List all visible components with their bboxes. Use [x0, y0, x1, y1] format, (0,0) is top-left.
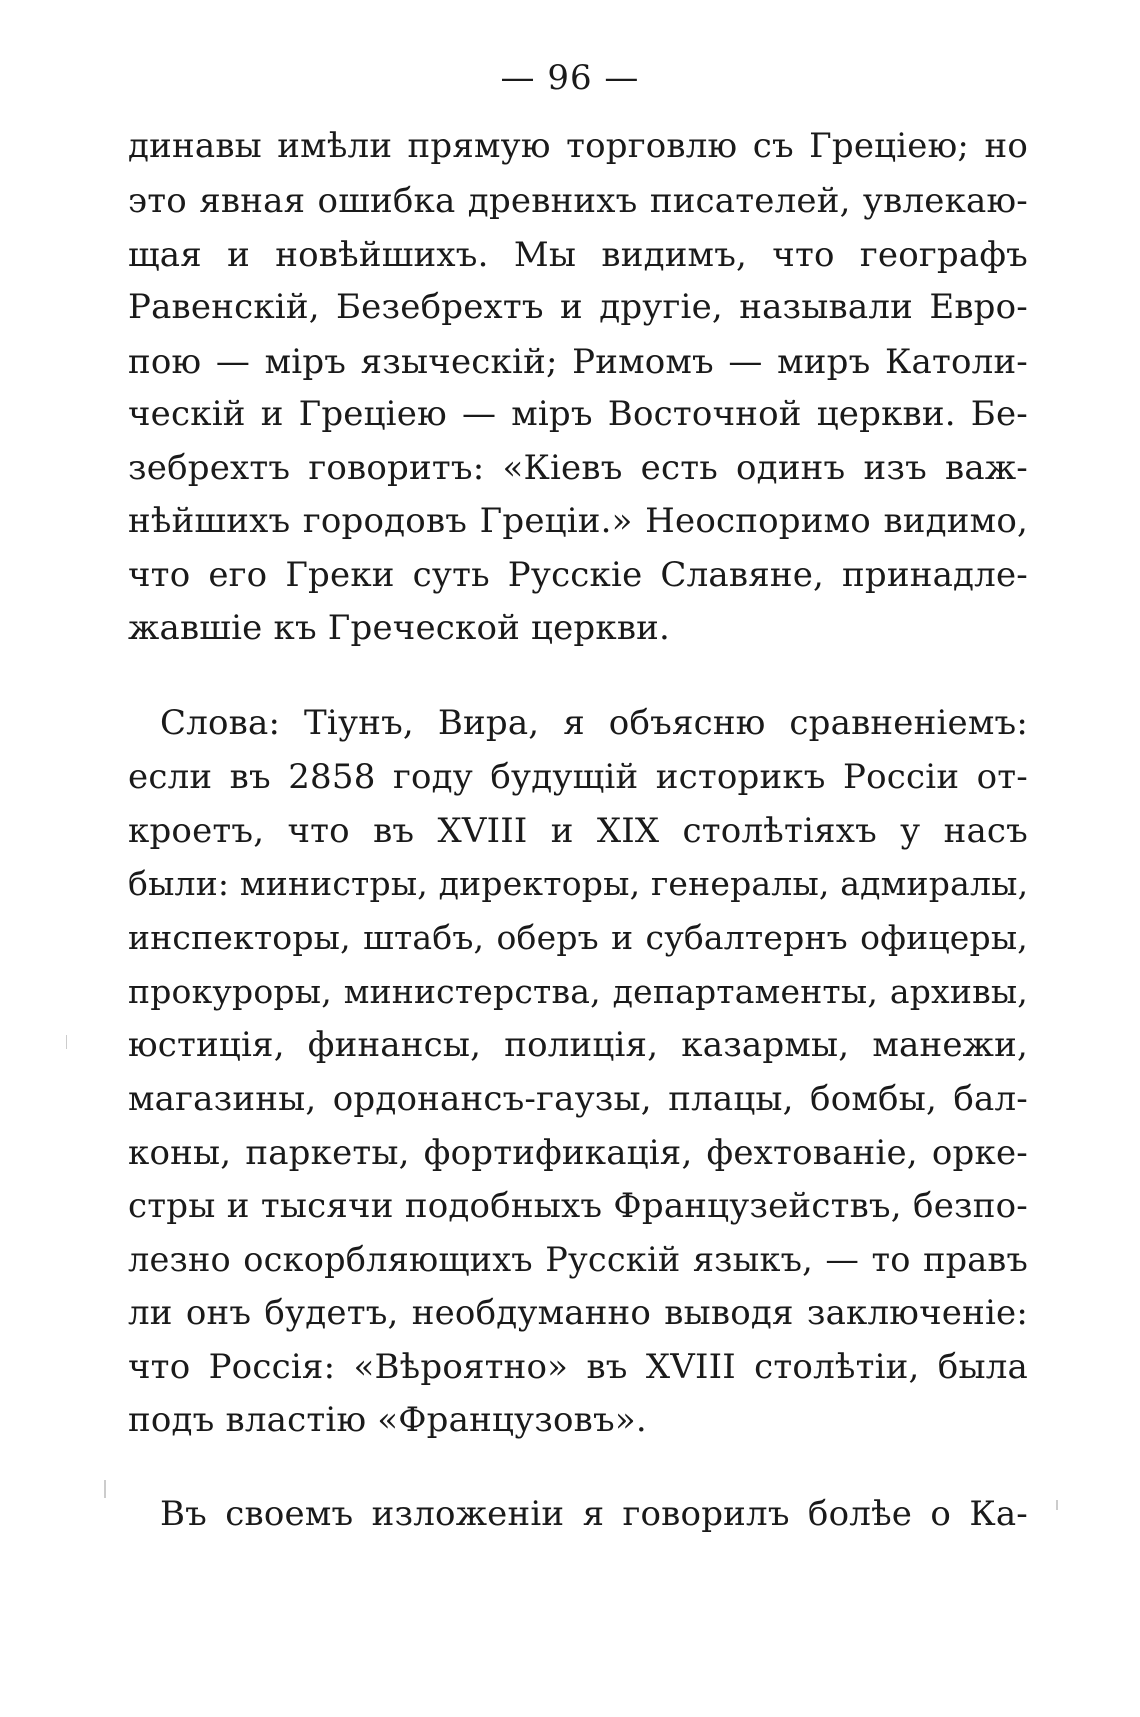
text-line: инспекторы, штабъ, оберъ и субалтернъ офицеры, — [128, 918, 1028, 957]
text-line: щая и новѣйшихъ. Мы видимъ, что географъ — [128, 235, 1028, 275]
text-line: ческій и Греціею — міръ Восточной церкви. Бе- — [128, 394, 1028, 434]
text-line: жавшіе къ Греческой церкви. — [128, 608, 671, 648]
text-line: если въ 2858 году будущій историкъ Россіи от- — [128, 757, 1028, 797]
page-number: — 96 — — [500, 58, 640, 98]
text-line: стры и тысячи подобныхъ Французействъ, безпо- — [128, 1186, 1028, 1226]
text-line: пою — міръ языческій; Римомъ — миръ Католи- — [128, 342, 1028, 382]
text-line: что Россія: «Вѣроятно» въ XVIII столѣтіи, была — [128, 1347, 1028, 1387]
text-line: динавы имѣли прямую торговлю съ Греціею; но — [128, 126, 1028, 166]
text-line: Равенскій, Безебрехтъ и другіе, называли Евро- — [128, 287, 1028, 327]
text-line: юстиція, финансы, полиція, казармы, манежи, — [128, 1025, 1028, 1065]
text-line: что его Греки суть Русскіе Славяне, принадле- — [128, 555, 1028, 595]
text-line: были: министры, директоры, генералы, адмиралы, — [128, 864, 1029, 903]
text-line: ли онъ будетъ, необдуманно выводя заключеніе: — [128, 1293, 1028, 1333]
text-line: коны, паркеты, фортификація, фехтованіе, орке- — [128, 1133, 1028, 1173]
text-line: лезно оскорбляющихъ Русскій языкъ, — то правъ — [128, 1240, 1028, 1279]
text-line: нѣйшихъ городовъ Греціи.» Неоспоримо видимо, — [128, 501, 1028, 541]
text-line: магазины, ордонансъ-гаузы, плацы, бомбы, бал- — [128, 1079, 1028, 1119]
scan-artifact — [104, 1480, 106, 1498]
text-line: зебрехтъ говоритъ: «Кіевъ есть одинъ изъ важ- — [128, 448, 1028, 488]
text-line: прокуроры, министерства, департаменты, архивы, — [128, 972, 1028, 1011]
text-line: Въ своемъ изложеніи я говорилъ болѣе о Ка- — [160, 1494, 1028, 1534]
scan-artifact — [1056, 1500, 1058, 1510]
text-line: Слова: Тіунъ, Вира, я объясню сравненіемъ: — [160, 703, 1028, 743]
text-line: подъ властію «Французовъ». — [128, 1400, 647, 1440]
text-line: это явная ошибка древнихъ писателей, увлекаю- — [128, 181, 1028, 221]
text-line: кроетъ, что въ XVIII и XIX столѣтіяхъ у насъ — [128, 811, 1028, 851]
scan-artifact — [66, 1035, 67, 1049]
